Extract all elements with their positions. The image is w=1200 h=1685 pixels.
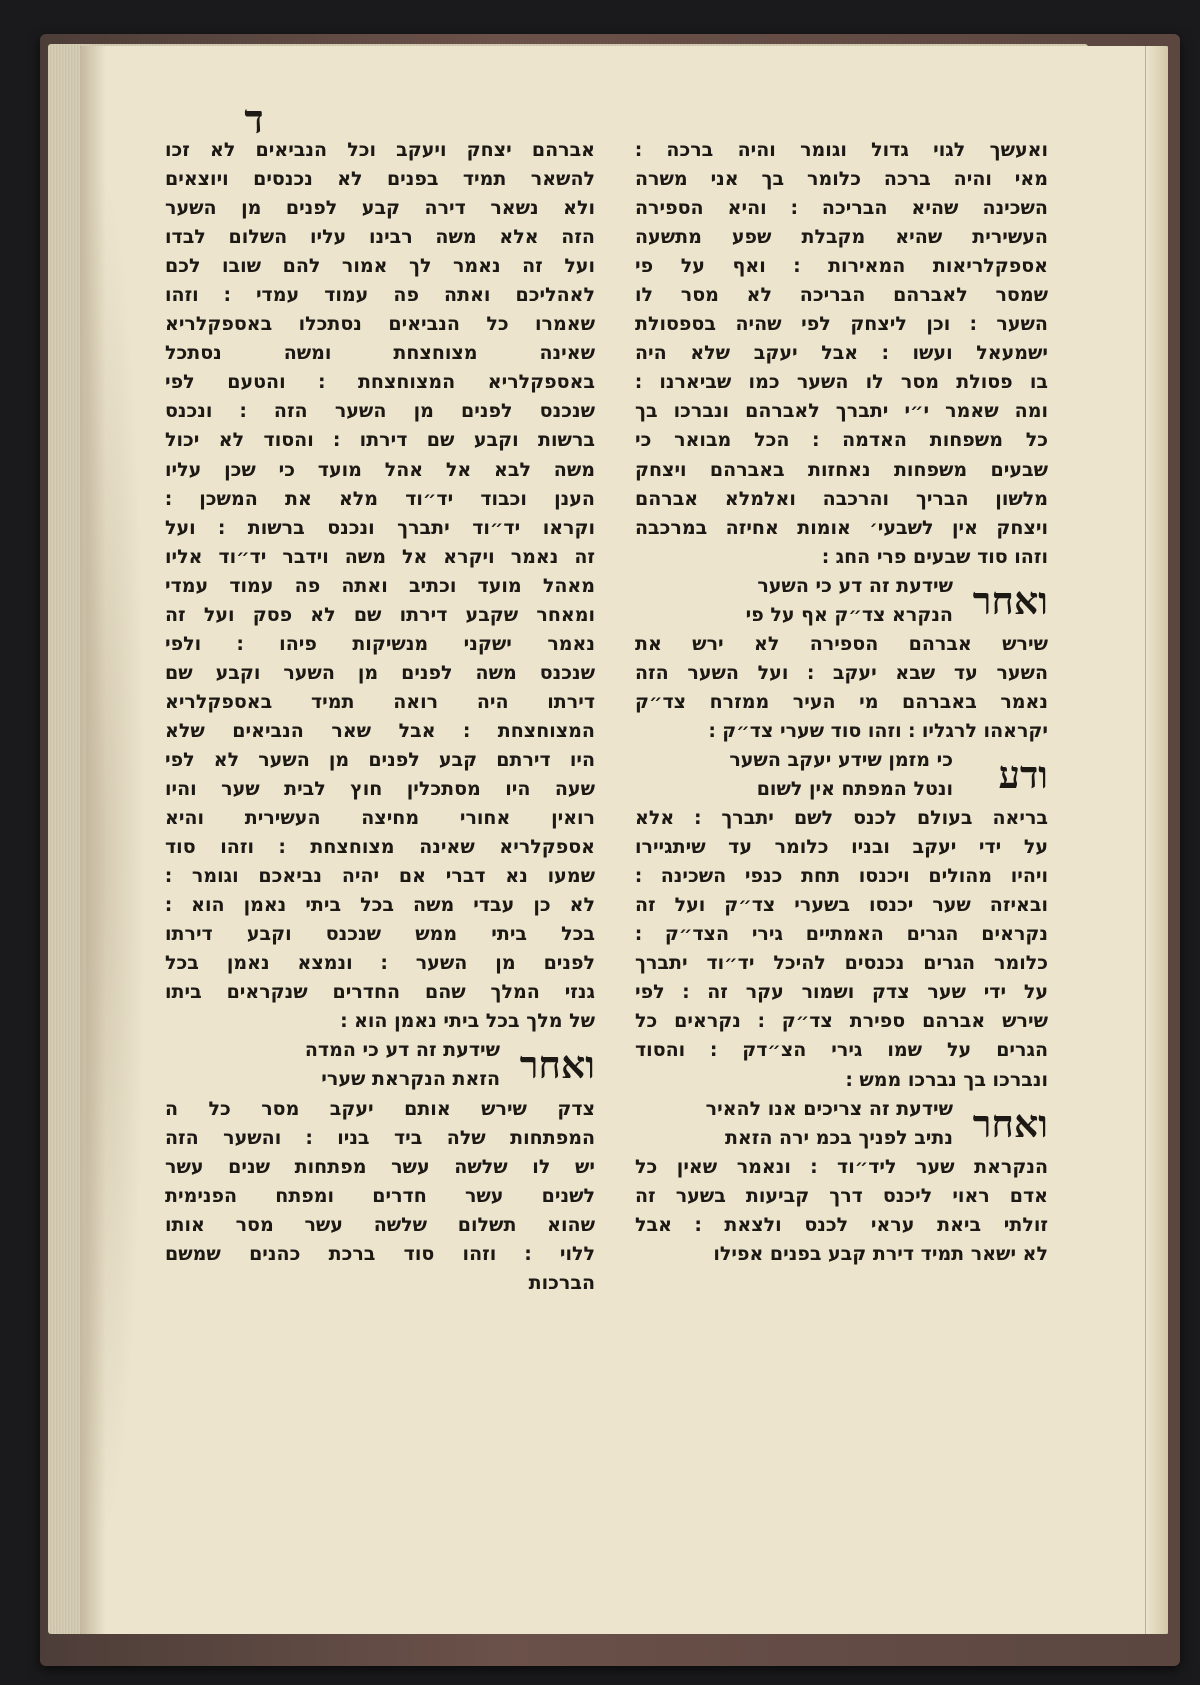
text-line: ומאחר שקבע דירתו שם לא פסק ועל זה bbox=[165, 603, 595, 626]
text-line: נאמר באברהם מי העיר ממזרח צד״ק bbox=[635, 690, 1048, 713]
text-line: ויצחק אין לשבעי׳ אומות אחיזה במרכבה bbox=[635, 516, 1048, 539]
heading-line: ונטל המפתח אין לשום bbox=[756, 777, 953, 800]
text-line: מלשון הבריך והרכבה ואלמלא אברהם bbox=[635, 487, 1048, 510]
text-line: השער עד שבא יעקב ׃ ועל השער הזה bbox=[635, 661, 1048, 684]
heading-initial-word: ודע bbox=[998, 751, 1048, 797]
text-line: מאי והיה ברכה כלומר בך אני משרה bbox=[635, 168, 1048, 191]
left-text-block-1 bbox=[165, 136, 595, 1036]
text-line: מאהל מועד וכתיב ואתה פה עמוד עמדי bbox=[165, 574, 595, 597]
text-line: לשנים עשר חדרים ומפתח הפנימית bbox=[165, 1184, 595, 1207]
text-line: נאמר ישקני מנשיקות פיהו ׃ ולפי bbox=[165, 632, 595, 655]
left-text-block-2 bbox=[165, 1095, 595, 1298]
folio-number: ד bbox=[244, 96, 264, 143]
text-line: אברהם יצחק ויעקב וכל הנביאים לא זכו bbox=[165, 139, 595, 161]
text-line: שנכנס לפנים מן השער הזה ׃ ונכנס bbox=[165, 400, 595, 423]
text-line: הזה אלא משה רבינו עליו השלום לבדו bbox=[165, 226, 595, 249]
heading-line: הזאת הנקראת שערי bbox=[321, 1068, 500, 1091]
text-line: שירש אברהם ספירת צד״ק ׃ נקראים כל bbox=[635, 1010, 1048, 1033]
text-line: ולא נשאר דירה קבע לפנים מן השער bbox=[165, 197, 595, 220]
text-line: אדם ראוי ליכנס דרך קביעות בשער זה bbox=[635, 1184, 1048, 1207]
page bbox=[80, 46, 1168, 1634]
text-line: שבעים משפחות נאחזות באברהם ויצחק bbox=[635, 458, 1048, 481]
text-line: ובאיזה שער יכנסו בשערי צד״ק ועל זה bbox=[635, 894, 1048, 917]
text-line: כלומר הגרים נכנסים להיכל יד״וד יתברך bbox=[635, 952, 1048, 975]
text-line: יש לו שלשה עשר מפתחות שנים עשר bbox=[165, 1155, 595, 1178]
text-line: זולתי ביאת עראי לכנס ולצאת ׃ אבל bbox=[635, 1213, 1048, 1236]
text-line: להשאר תמיד בפנים לא נכנסים ויוצאים bbox=[165, 168, 595, 191]
text-line: בריאה בעולם לכנס לשם יתברך ׃ אלא bbox=[635, 807, 1048, 830]
text-line: ונברכו בך נברכו ממש ׃ bbox=[845, 1068, 1048, 1091]
text-line: ללוי ׃ וזהו סוד ברכת כהנים שמשם bbox=[165, 1242, 595, 1265]
right-text-block-4 bbox=[635, 1153, 1048, 1269]
text-line: לא כן עבדי משה בכל ביתי נאמן הוא ׃ bbox=[165, 894, 595, 917]
text-line: על ידי יעקב ובניו כלומר עד שיתגיירו bbox=[635, 836, 1048, 859]
text-line: על ידי שער צדק ושמור עקר זה ׃ לפי bbox=[635, 981, 1048, 1004]
right-section-heading-2 bbox=[635, 746, 1048, 804]
text-line: שעה היו מסתכלין חוץ לבית שער והיו bbox=[165, 778, 595, 801]
text-line: לאהליכם ואתה פה עמוד עמדי ׃ וזהו bbox=[165, 284, 595, 307]
text-line: וקראו יד״וד יתברך ונכנס ברשות ׃ ועל bbox=[165, 516, 595, 539]
right-text-block-1 bbox=[635, 136, 1048, 572]
heading-initial-word: ואחר bbox=[519, 1042, 595, 1088]
text-line: הענן וכבוד יד״וד מלא את המשכן ׃ bbox=[165, 487, 595, 510]
heading-line: שידעת זה דע כי המדה bbox=[304, 1039, 500, 1062]
text-line: צדק שירש אותם יעקב מסר כל ה bbox=[165, 1097, 595, 1120]
text-line: המצוחצחת ׃ אבל שאר הנביאים שלא bbox=[165, 719, 595, 742]
text-line: שירש אברהם הספירה לא ירש את bbox=[635, 632, 1048, 655]
text-line: שהוא תשלום שלשה עשר מסר אותו bbox=[165, 1213, 595, 1236]
text-line: ישמעאל ועשו ׃ אבל יעקב שלא היה bbox=[635, 342, 1048, 365]
text-line: שמעו נא דברי אם יהיה נביאכם וגומר ׃ bbox=[165, 865, 595, 888]
heading-line: נתיב לפניך בכמ ירה הזאת bbox=[724, 1126, 953, 1149]
text-line: שאינה מצוחצחת ומשה נסתכל bbox=[165, 342, 595, 365]
text-line: יקראהו לרגליו ׃ וזהו סוד שערי צד״ק ׃ bbox=[708, 719, 1048, 742]
text-line: בכל ביתי ממש שנכנס וקבע דירתו bbox=[165, 923, 595, 946]
text-line: לא ישאר תמיד דירת קבע בפנים אפילו bbox=[713, 1242, 1048, 1265]
text-line: זה נאמר ויקרא אל משה וידבר יד״וד אליו bbox=[165, 545, 595, 568]
text-line: הגרים על שמו גירי הצ״דק ׃ והסוד bbox=[635, 1039, 1048, 1062]
text-line: אספקלריאות המאירות ׃ ואף על פי bbox=[635, 255, 1048, 278]
heading-line: הנקרא צד״ק אף על פי bbox=[745, 603, 953, 626]
text-line: וזהו סוד שבעים פרי החג ׃ bbox=[821, 545, 1048, 568]
text-line: העשירית שהיא מקבלת שפע מתשעה bbox=[635, 226, 1048, 249]
heading-initial-word: ואחר bbox=[972, 1100, 1048, 1146]
text-line: בו פסולת מסר לו השער כמו שביארנו ׃ bbox=[635, 371, 1048, 394]
text-column-right bbox=[635, 136, 1048, 1269]
heading-initial-word: ואחר bbox=[972, 577, 1048, 623]
text-line: ואעשך לגוי גדול וגומר והיה ברכה ׃ bbox=[635, 139, 1048, 161]
right-text-block-3 bbox=[635, 804, 1048, 1094]
text-line: נקראים הגרים האמתיים גירי הצד״ק ׃ bbox=[635, 923, 1048, 946]
text-line: שנכנס משה לפנים מן השער וקבע שם bbox=[165, 661, 595, 684]
text-line: באספקלריא המצוחצחת ׃ והטעם לפי bbox=[165, 371, 595, 394]
text-line: ויהיו מהולים ויכנסו תחת כנפי השכינה ׃ bbox=[635, 865, 1048, 888]
page-right-edge bbox=[1145, 46, 1168, 1634]
text-line: משה לבא אל אהל מועד כי שכן עליו bbox=[165, 458, 595, 481]
text-line: השכינה שהיא הבריכה ׃ והיא הספירה bbox=[635, 197, 1048, 220]
page-stain bbox=[86, 166, 146, 1546]
text-line: ועל זה נאמר לך אמור להם שובו לכם bbox=[165, 255, 595, 278]
left-section-heading bbox=[165, 1036, 595, 1094]
text-line: גנזי המלך שהם החדרים שנקראים ביתו bbox=[165, 981, 595, 1004]
text-line: שמסר לאברהם הבריכה לא מסר לו bbox=[635, 284, 1048, 307]
text-line: היו דירתם קבע לפנים מן השער לא לפי bbox=[165, 748, 595, 771]
text-line: לפנים מן השער ׃ ונמצא נאמן בכל bbox=[165, 952, 595, 975]
text-line: דירתו היה רואה תמיד באספקלריא bbox=[165, 690, 595, 713]
text-line: הברכות bbox=[528, 1271, 595, 1294]
text-line: השער ׃ וכן ליצחק לפי שהיה בספסולת bbox=[635, 313, 1048, 336]
text-line: אספקלריא שאינה מצוחצחת ׃ וזהו סוד bbox=[165, 836, 595, 859]
text-line: ומה שאמר י״י יתברך לאברהם ונברכו בך bbox=[635, 400, 1048, 423]
text-line: של מלך בכל ביתי נאמן הוא ׃ bbox=[340, 1010, 595, 1033]
text-line: המפתחות שלה ביד בניו ׃ והשער הזה bbox=[165, 1126, 595, 1149]
right-text-block-2 bbox=[635, 630, 1048, 746]
text-line: שאמרו כל הנביאים נסתכלו באספקלריא bbox=[165, 313, 595, 336]
heading-line: שידעת זה דע כי השער bbox=[757, 574, 953, 597]
text-line: כל משפחות האדמה ׃ הכל מבואר כי bbox=[635, 429, 1048, 452]
right-section-heading-1 bbox=[635, 572, 1048, 630]
text-column-left bbox=[165, 136, 595, 1298]
heading-line: כי מזמן שידע יעקב השער bbox=[729, 748, 953, 771]
text-line: הנקראת שער ליד״וד ׃ ונאמר שאין כל bbox=[635, 1155, 1048, 1178]
right-section-heading-3 bbox=[635, 1095, 1048, 1153]
text-line: ברשות וקבע שם דירתו ׃ והסוד לא יכול bbox=[165, 429, 595, 452]
text-line: רואין אחורי מחיצה העשירית והיא bbox=[165, 807, 595, 830]
heading-line: שידעת זה צריכים אנו להאיר bbox=[705, 1097, 953, 1120]
